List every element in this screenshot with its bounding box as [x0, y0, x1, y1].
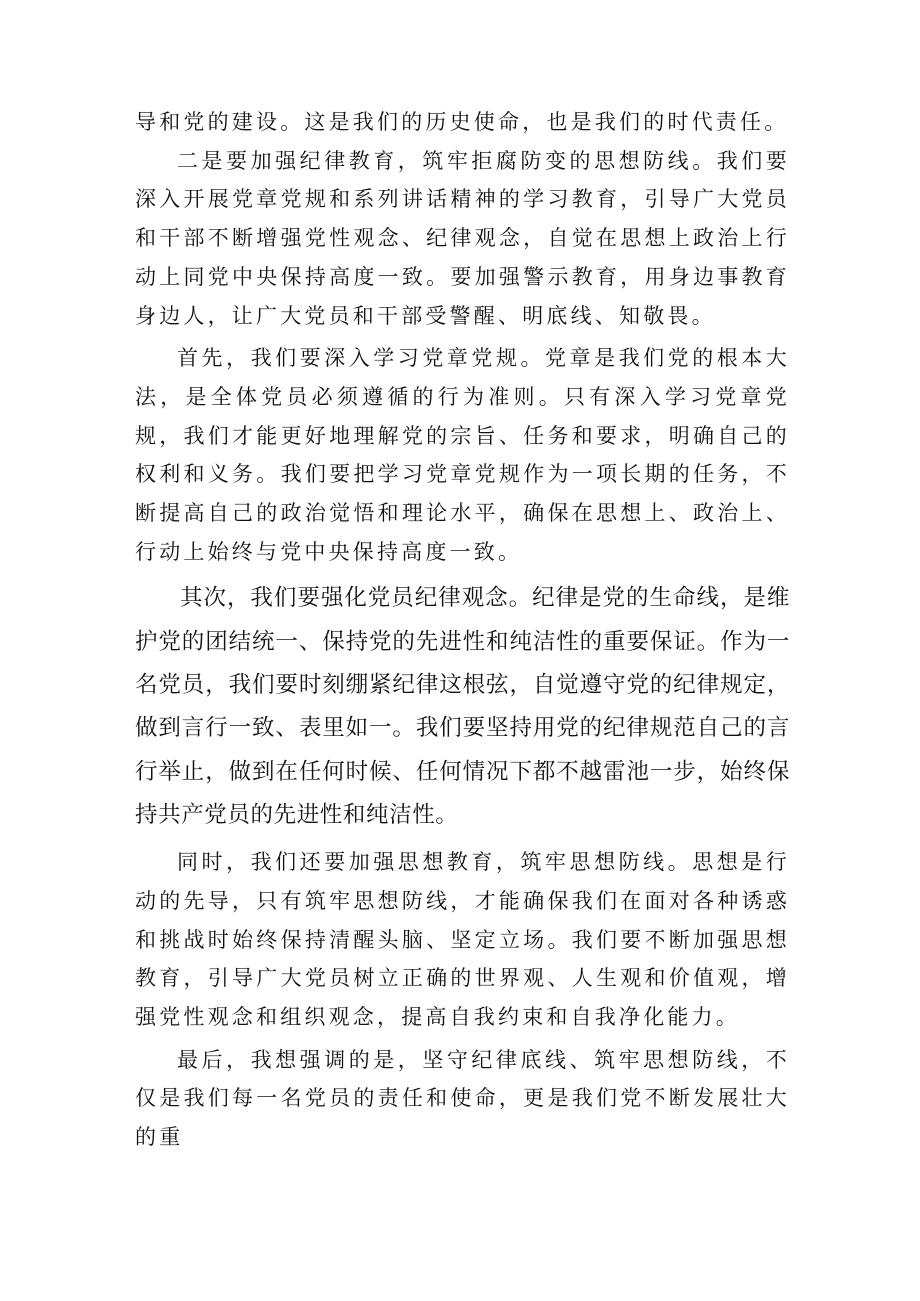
paragraph-first-study: 首先，我们要深入学习党章党规。党章是我们党的根本大法，是全体党员必须遵循的行为准则。只有深入学习党章党规，我们才能更好地理解党的宗旨、任务和要求，明确自己的权利和义务。我们要把学习党章党规作为一项长期的任务，不断提高自己的政治觉悟和理论水平，确保在思想上、政治上、行动上始终与党中央保持高度一致。	[135, 346, 790, 564]
paragraph-discipline-education: 二是要加强纪律教育，筑牢拒腐防变的思想防线。我们要深入开展党章党规和系列讲话精神的学习教育，引导广大党员和干部不断增强党性观念、纪律观念，自觉在思想上政治上行动上同党中央保持高度一致。要加强警示教育，用身边事教育身边人，让广大党员和干部受警醒、明底线、知敬畏。	[135, 148, 790, 328]
paragraph-finally: 最后，我想强调的是，坚守纪律底线、筑牢思想防线，不仅是我们每一名党员的责任和使命，更是我们党不断发展壮大的重	[135, 1047, 790, 1150]
paragraph-continuation: 导和党的建设。这是我们的历史使命，也是我们的时代责任。	[135, 110, 789, 134]
document-body	[135, 103, 790, 1157]
paragraph-second-discipline: 其次，我们要强化党员纪律观念。纪律是党的生命线，是维护党的团结统一、保持党的先进性和纯洁性的重要保证。作为一名党员，我们要时刻绷紧纪律这根弦，自觉遵守党的纪律规定，做到言行一致、表里如一。我们要坚持用党的纪律规范自己的言行举止，做到在任何时候、任何情况下都不越雷池一步，始终保持共产党员的先进性和纯洁性。	[135, 585, 790, 828]
paragraph-meanwhile-thought: 同时，我们还要加强思想教育，筑牢思想防线。思想是行动的先导，只有筑牢思想防线，才能确保我们在面对各种诱惑和挑战时始终保持清醒头脑、坚定立场。我们要不断加强思想教育，引导广大党员树立正确的世界观、人生观和价值观，增强党性观念和组织观念，提高自我约束和自我净化能力。	[135, 850, 790, 1030]
